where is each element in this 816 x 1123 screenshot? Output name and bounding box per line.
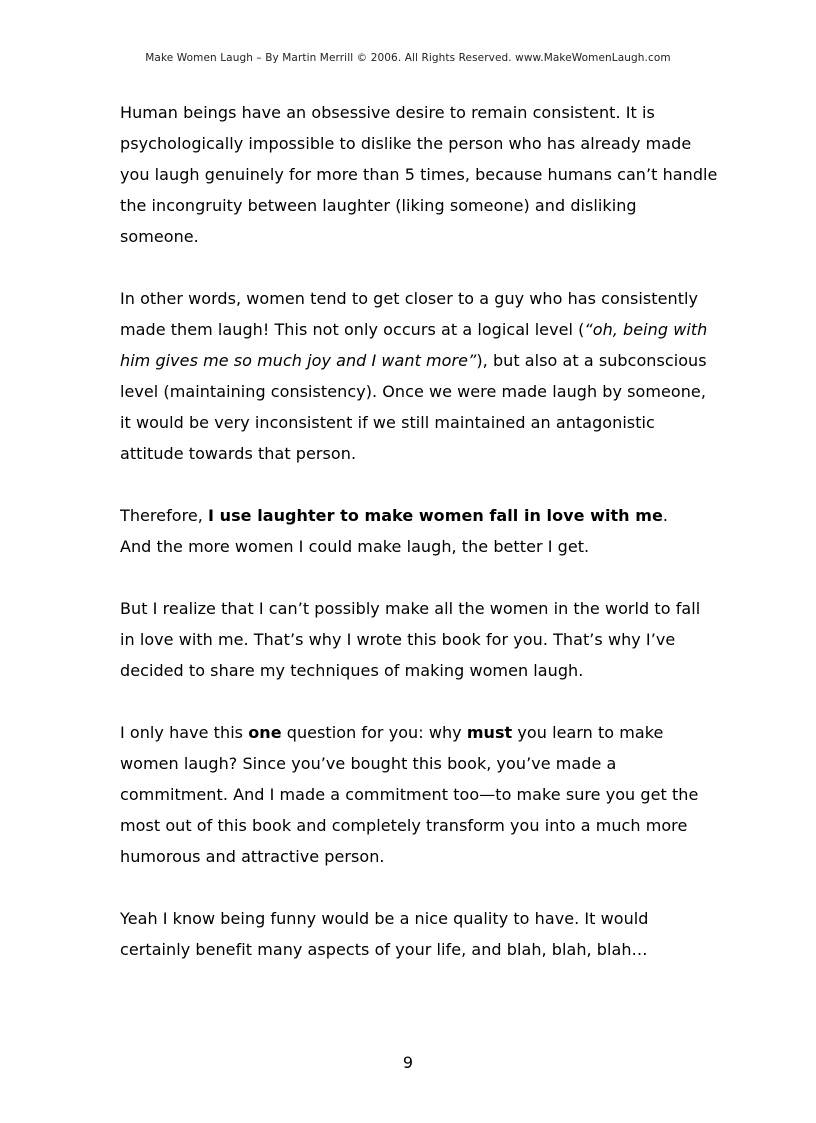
paragraph-text: .: [662, 506, 669, 525]
bold-word-must: must: [466, 723, 513, 742]
paragraph-yeah: Yeah I know being funny would be a nice quality to have. It would certainly benefit many aspects of your life, and blah, blah, blah…: [120, 909, 649, 959]
paragraph-text: you learn to make women laugh? Since you’ve bought this book, you’ve made a commitment. And I made a commitment too—to make sure you get the most out of this book and completely transform you into a much more humorous and attractive person.: [120, 723, 699, 866]
bold-statement: I use laughter to make women fall in love with me: [208, 506, 663, 525]
paragraph-text: I only have this: [120, 723, 249, 742]
page-number: 9: [402, 1053, 414, 1072]
paragraph-consistency: Human beings have an obsessive desire to remain consistent. It is psychologically impossible to dislike the person who has already made you laugh genuinely for more than 5 times, because humans can’t handle the incongruity between laughter (liking someone) and disliking someone.: [120, 103, 718, 246]
paragraph-question: [120, 717, 720, 872]
page-header: Make Women Laugh – By Martin Merrill © 2006. All Rights Reserved. www.MakeWomenLaugh.com: [145, 52, 671, 64]
paragraph-text: And the more women I could make laugh, the better I get.: [120, 537, 590, 556]
page-body: [120, 97, 720, 996]
paragraph-therefore: [120, 500, 720, 562]
paragraph-text: Therefore,: [120, 506, 209, 525]
bold-word-one: one: [248, 723, 282, 742]
paragraph-text: In other words, women tend to get closer to a guy who has consistently made them laugh! This not only occurs at a logical level (: [120, 289, 699, 339]
paragraph-other-words: [120, 283, 720, 469]
italic-quote: “oh, being with him gives me so much joy and I want more”: [120, 320, 708, 370]
paragraph-realize: But I realize that I can’t possibly make all the women in the world to fall in love with me. That’s why I wrote this book for you. That’s why I’ve decided to share my techniques of making women laugh.: [120, 599, 701, 680]
paragraph-text: ), but also at a subconscious level (maintaining consistency). Once we were made laugh by someone, it would be very inconsistent if we still maintained an antagonistic attitude towards that person.: [120, 351, 707, 463]
paragraph-text: question for you: why: [281, 723, 467, 742]
